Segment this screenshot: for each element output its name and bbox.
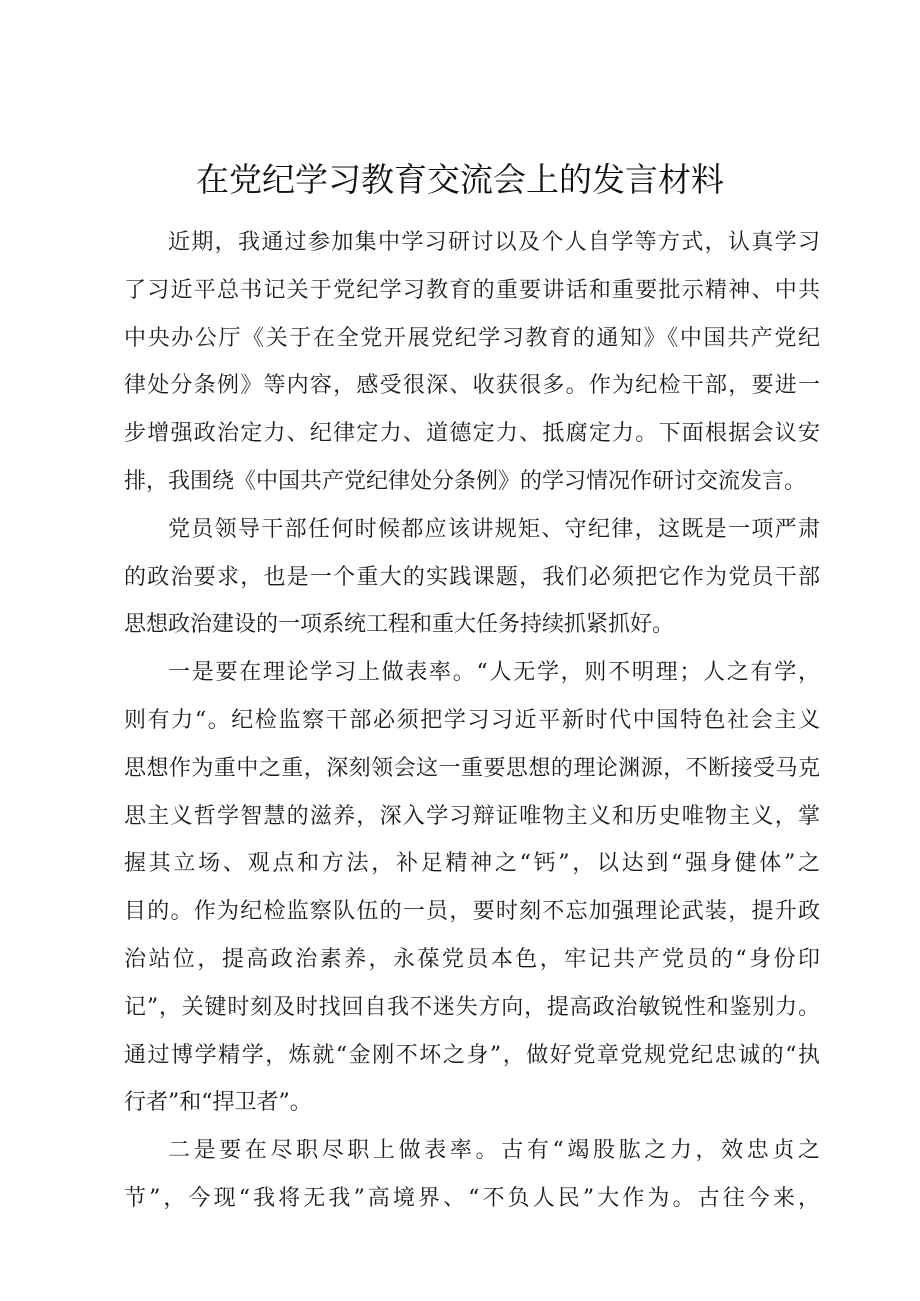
text-line: 则有力“。纪检监察干部必须把学习习近平新时代中国特色社会主义 bbox=[124, 707, 820, 733]
text-line: 党员领导干部任何时候都应该讲规矩、守纪律，这既是一项严肃 bbox=[168, 516, 820, 542]
text-line: 思想政治建设的一项系统工程和重大任务持续抓紧抓好。 bbox=[124, 612, 675, 638]
text-line: 握其立场、观点和方法，补足精神之“钙”，以达到“强身健体”之 bbox=[124, 851, 820, 877]
paragraph bbox=[124, 1127, 820, 1223]
text-line: 的政治要求，也是一个重大的实践课题，我们必须把它作为党员干部 bbox=[124, 564, 820, 590]
text-line: 记”，关键时刻及时找回自我不迷失方向，提高政治敏锐性和鉴别力。 bbox=[124, 994, 820, 1020]
text-line: 一是要在理论学习上做表率。“人无学，则不明理；人之有学， bbox=[168, 660, 820, 686]
paragraph bbox=[124, 649, 820, 1127]
paragraph bbox=[124, 506, 820, 649]
text-line: 思想作为重中之重，深刻领会这一重要思想的理论渊源，不断接受马克 bbox=[124, 755, 820, 781]
text-line: 目的。作为纪检监察队伍的一员，要时刻不忘加强理论武装，提升政 bbox=[124, 899, 820, 925]
text-line: 排，我围绕《中国共产党纪律处分条例》的学习情况作研讨交流发言。 bbox=[124, 468, 807, 494]
text-line: 中央办公厅《关于在全党开展党纪学习教育的通知》《中国共产党纪 bbox=[124, 325, 820, 351]
text-line: 行者”和“捍卫者”。 bbox=[124, 1090, 312, 1116]
text-line: 节”，今现“我将无我”高境界、“不负人民”大作为。古往今来， bbox=[124, 1185, 820, 1211]
paragraph bbox=[124, 219, 820, 506]
text-line: 了习近平总书记关于党纪学习教育的重要讲话和重要批示精神、中共 bbox=[124, 277, 820, 303]
document-body bbox=[124, 219, 820, 1223]
document-title: 在党纪学习教育交流会上的发言材料 bbox=[196, 160, 724, 199]
text-line: 通过博学精学，炼就“金刚不坏之身”，做好党章党规党纪忠诚的“执 bbox=[124, 1042, 820, 1068]
text-line: 步增强政治定力、纪律定力、道德定力、抵腐定力。下面根据会议安 bbox=[124, 421, 820, 447]
text-line: 治站位，提高政治素养，永葆党员本色，牢记共产党员的“身份印 bbox=[124, 946, 820, 972]
text-line: 思主义哲学智慧的滋养，深入学习辩证唯物主义和历史唯物主义，掌 bbox=[124, 803, 820, 829]
text-line: 近期，我通过参加集中学习研讨以及个人自学等方式，认真学习 bbox=[168, 230, 820, 255]
text-line: 二是要在尽职尽职上做表率。古有“竭股肱之力，效忠贞之 bbox=[168, 1138, 820, 1164]
text-line: 律处分条例》等内容，感受很深、收获很多。作为纪检干部，要进一 bbox=[124, 373, 820, 399]
